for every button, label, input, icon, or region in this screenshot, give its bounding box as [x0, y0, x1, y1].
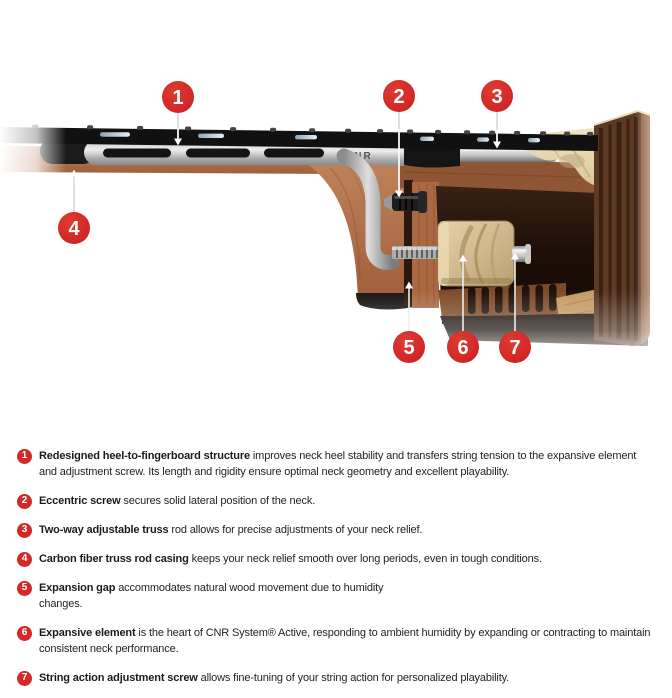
- legend-desc-3: rod allows for precise adjustments of your neck relief.: [168, 524, 423, 536]
- legend-term-1: Redesigned heel-to-fingerboard structure: [39, 450, 250, 462]
- expansive-element: [438, 221, 514, 286]
- legend-item-3: [17, 522, 652, 538]
- legend-text-6: [39, 625, 652, 657]
- cnr-engraving: CNR: [345, 151, 373, 162]
- legend-text-3: [39, 522, 422, 538]
- legend-text-1: [39, 448, 652, 480]
- legend-badge-6: 6: [17, 626, 32, 641]
- legend-text-5: [39, 580, 411, 612]
- callout-7-number: 7: [509, 337, 521, 359]
- callout-5: [393, 331, 425, 363]
- legend-desc-6: is the heart of CNR System® Active, responding to ambient humidity by expanding or contracting to maintain consistent neck performance.: [39, 627, 651, 655]
- legend: [0, 432, 672, 686]
- legend-desc-1: improves neck heel stability and transfers string tension to the expansive element and adjustment screw. Its length and rigidity ensure optimal neck geometry and excellent playability.: [39, 450, 637, 478]
- legend-term-6: Expansive element: [39, 627, 136, 639]
- legend-item-4: [17, 551, 652, 567]
- legend-text-2: [39, 493, 315, 509]
- legend-term-4: Carbon fiber truss rod casing: [39, 553, 189, 565]
- legend-term-3: Two-way adjustable truss: [39, 524, 169, 536]
- callout-1-number: 1: [172, 87, 184, 109]
- legend-badge-7: 7: [17, 671, 32, 686]
- legend-desc-2: secures solid lateral position of the neck.: [120, 495, 316, 507]
- callout-4: [58, 212, 90, 244]
- legend-badge-3: 3: [17, 523, 32, 538]
- callout-3-number: 3: [491, 86, 503, 108]
- legend-item-6: [17, 625, 652, 657]
- legend-desc-7: allows fine-tuning of your string action for personalized playability.: [197, 672, 510, 684]
- left-fade: [0, 105, 66, 200]
- legend-text-7: [39, 670, 509, 686]
- callout-6: [447, 331, 479, 363]
- legend-term-2: Eccentric screw: [39, 495, 121, 507]
- legend-badge-5: 5: [17, 581, 32, 596]
- callout-2: [383, 80, 415, 112]
- callout-4-number: 4: [68, 218, 80, 240]
- legend-badge-2: 2: [17, 494, 32, 509]
- legend-desc-5: accommodates natural wood movement due to humidity changes.: [39, 582, 384, 610]
- callout-2-number: 2: [393, 86, 405, 108]
- legend-item-7: [17, 670, 652, 686]
- callout-1: [162, 81, 194, 113]
- callout-5-number: 5: [403, 337, 415, 359]
- legend-badge-4: 4: [17, 552, 32, 567]
- legend-item-5: [17, 580, 652, 612]
- legend-term-5: Expansion gap: [39, 582, 116, 594]
- callout-6-number: 6: [457, 337, 469, 359]
- threaded-rod: [392, 246, 442, 259]
- legend-badge-1: 1: [17, 449, 32, 464]
- legend-text-4: [39, 551, 542, 567]
- legend-term-7: String action adjustment screw: [39, 672, 198, 684]
- legend-item-1: [17, 448, 652, 480]
- callout-3: [481, 80, 513, 112]
- legend-desc-4: keeps your neck relief smooth over long periods, even in tough conditions.: [188, 553, 542, 565]
- right-fade: [634, 95, 672, 395]
- callout-7: [499, 331, 531, 363]
- legend-item-2: [17, 493, 652, 509]
